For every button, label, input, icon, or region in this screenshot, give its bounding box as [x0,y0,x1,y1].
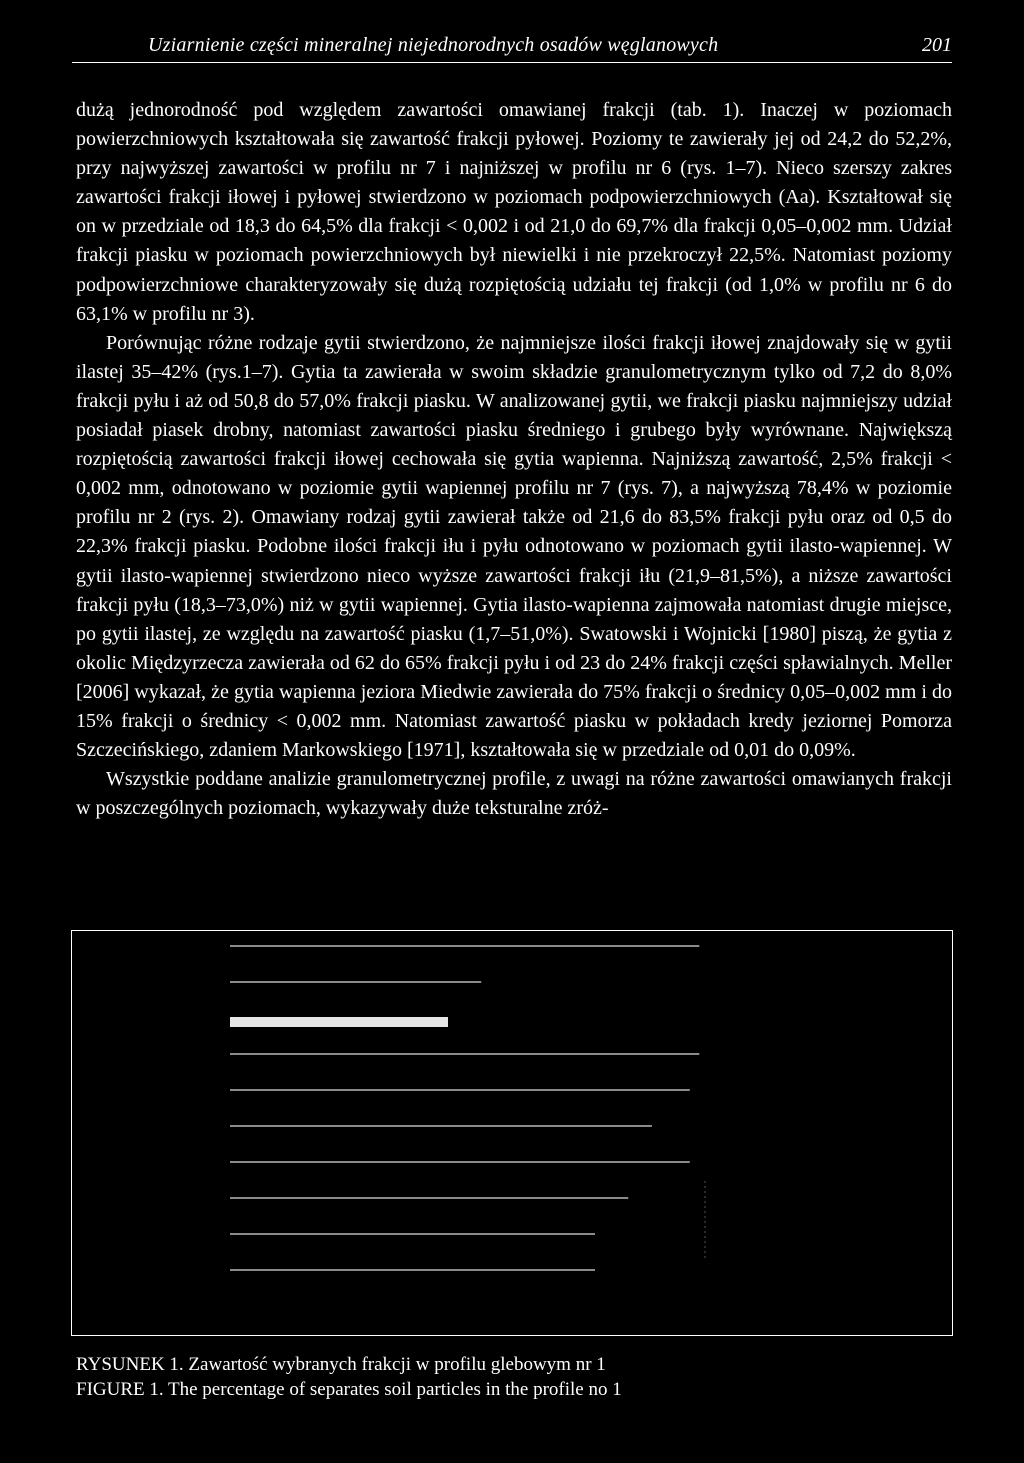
chart-bar [230,1197,628,1199]
paragraph-3: Wszystkie poddane analizie granulometrycznej profile, z uwagi na różne zawartości omawianych frakcji w poszczególnych poziomach, wykazywały duże teksturalne zróż- [76,768,952,820]
chart-bar [230,1161,690,1163]
page-header [72,30,952,63]
chart-bar [230,1053,699,1055]
chart-bar [230,1233,595,1235]
chart-bar [230,1017,448,1027]
caption-polish: RYSUNEK 1. Zawartość wybranych frakcji w profilu glebowym nr 1 [76,1354,606,1375]
chart-area [72,931,954,1337]
chart-bar [230,981,481,983]
paragraph-2: Porównując różne rodzaje gytii stwierdzono, że najmniejsze ilości frakcji iłowej znajdowały się w gytii ilastej 35–42% (rys.1–7). Gytia ta zawierała w swoim składzie granulometrycznym tylko od 7,2 do 8,0% frakcji pyłu i aż od 50,8 do 57,0% frakcji piasku. W analizowanej gytii, we frakcji piasku najmniejszy udział posiadał piasek drobny, natomiast zawartości piasku średniego i grubego były wyrównane. Największą rozpiętością zawartości frakcji iłowej cechowała się gytia wapienna. Najniższą zawartość, 2,5% frakcji < 0,002 mm, odnotowano w poziomie gytii wapiennej profilu nr 7 (rys. 7), a najwyższą 78,4% w poziomie profilu nr 2 (rys. 2). Omawiany rodzaj gytii zawierał także od 21,6 do 83,5% frakcji pyłu oraz od 0,5 do 22,3% frakcji piasku. Podobne ilości frakcji iłu i pyłu odnotowano w poziomach gytii ilasto-wapiennej. W gytii ilasto-wapiennej stwierdzono nieco wyższe zawartości frakcji iłu (21,9–81,5%), a niższe zawartości frakcji pyłu (18,3–73,0%) niż w gytii wapiennej. Gytia ilasto-wapienna zajmowała natomiast drugie miejsce, po gytii ilastej, ze względu na zawartość piasku (1,7–51,0%). Swatowski i Wojnicki [1980] piszą, że gytia z okolic Międzyrzecza zawierała od 62 do 65% frakcji pyłu i od 23 do 24% frakcji części spławialnych. Meller [2006] wykazał, że gytia wapienna jeziora Miedwie zawierała do 75% frakcji o średnicy 0,05–0,002 mm i do 15% frakcji o średnicy < 0,002 mm. Natomiast zawartość piasku w pokładach kredy jeziornej Pomorza Szczecińskiego, zdaniem Markowskiego [1971], kształtowała się w przedziale od 0,01 do 0,09%. [76,331,952,762]
figure-frame [71,930,953,1336]
chart-bar [230,1125,652,1127]
caption-english: FIGURE 1. The percentage of separates soil particles in the profile no 1 [76,1379,622,1400]
chart-bar [230,945,699,947]
page-number: 201 [922,34,952,56]
chart-bar [230,1269,595,1271]
running-title: Uziarnienie części mineralnej niejednorodnych osadów węglanowych [148,34,719,56]
paragraph-1: dużą jednorodność pod względem zawartości omawianej frakcji (tab. 1). Inaczej w poziomach powierzchniowych kształtowała się zawartość frakcji pyłowej. Poziomy te zawierały jej od 24,2 do 52,2%, przy najwyższej zawartości w profilu nr 7 i najniższej w profilu nr 6 (rys. 1–7). Nieco szerszy zakres zawartości frakcji iłowej i pyłowej stwierdzono w poziomach podpowierzchniowych (Aa). Kształtował się on w przedziale od 18,3 do 64,5% dla frakcji < 0,002 i od 21,0 do 69,7% dla frakcji 0,05–0,002 mm. Udział frakcji piasku w poziomach powierzchniowych był niewielki i nie przekroczył 22,5%. Natomiast poziomy podpowierzchniowe charakteryzowały się dużą rozpiętością udziału tej frakcji (od 1,0% w profilu nr 6 do 63,1% w profilu nr 3). [76,99,952,325]
body-text [76,96,952,823]
chart-bar [230,1089,690,1091]
figure-caption [76,1352,956,1402]
